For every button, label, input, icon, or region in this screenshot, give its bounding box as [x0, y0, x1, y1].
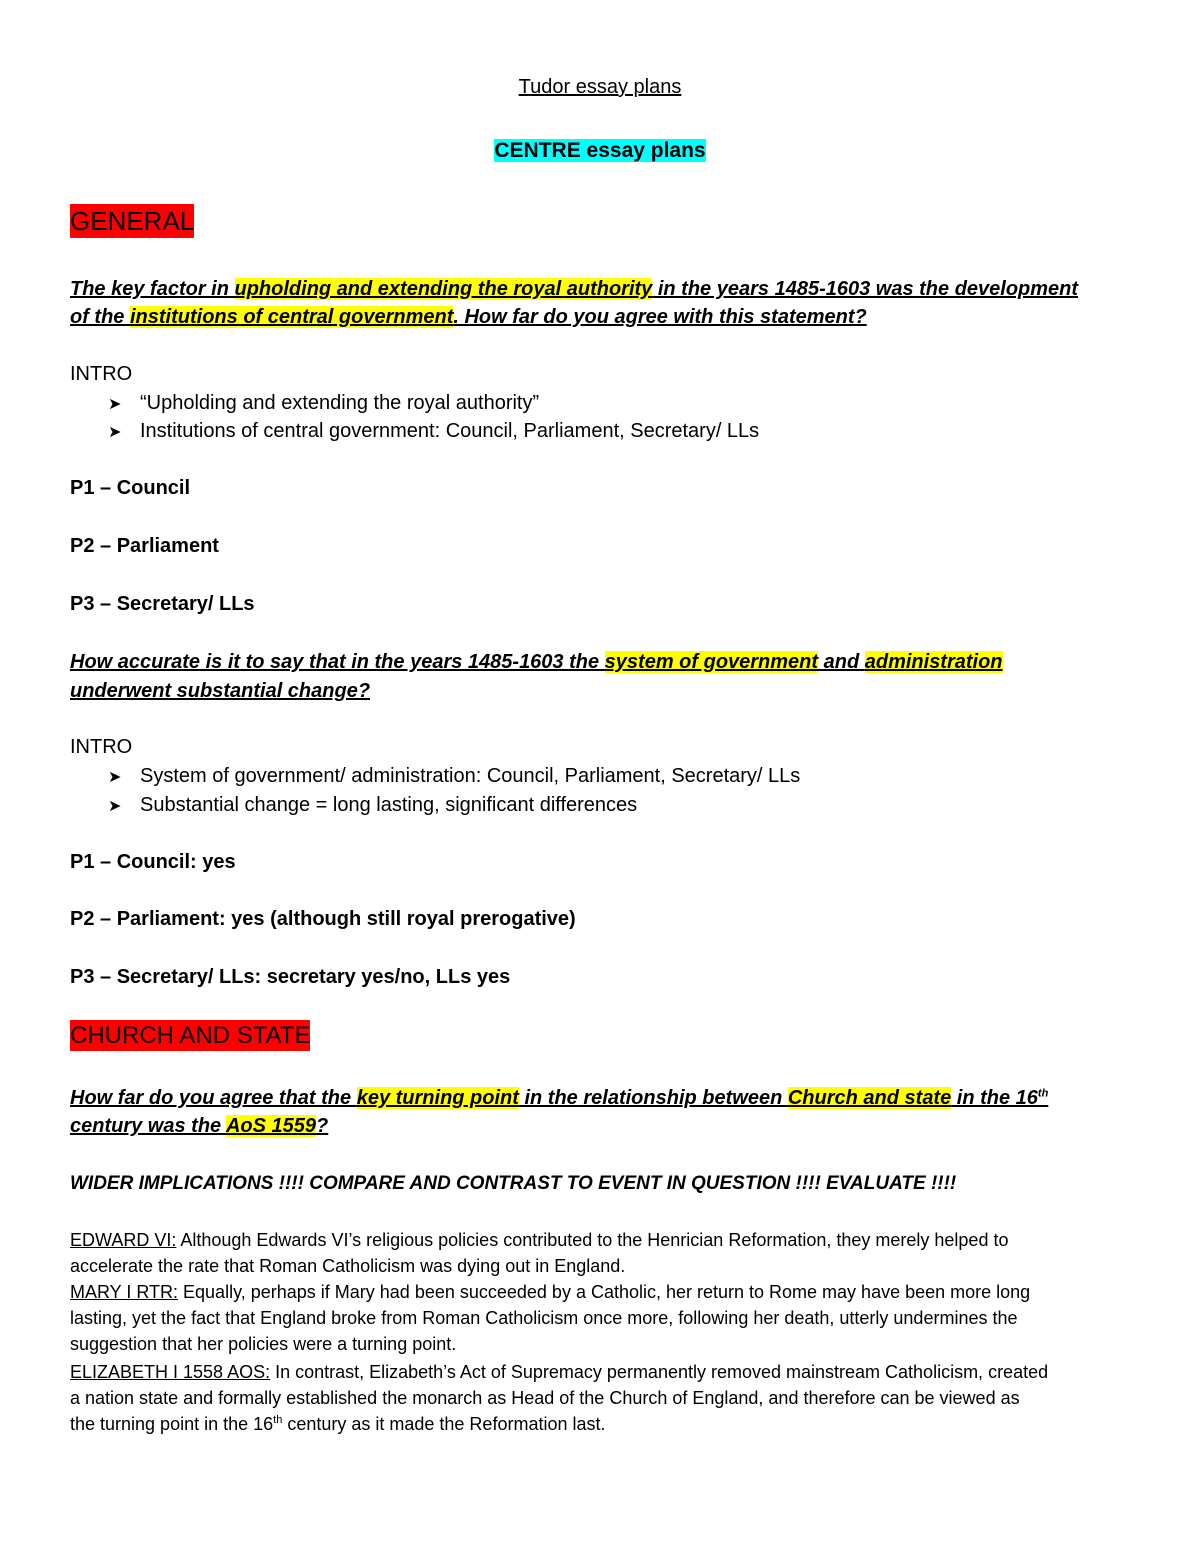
- mary-label: MARY I RTR:: [70, 1282, 179, 1302]
- elizabeth-text: century as it made the Reformation last.: [282, 1414, 606, 1434]
- section-header: [0, 138, 1200, 164]
- q3-text: century was the: [70, 1115, 226, 1137]
- q2-point-1: P1 – Council: yes: [70, 851, 236, 873]
- q1-text: in the years 1485-1603 was the development: [652, 278, 1079, 300]
- q1-text: The key factor in: [70, 278, 235, 300]
- q1-highlight: institutions of central government: [130, 306, 454, 328]
- mary-text: Equally, perhaps if Mary had been succeeded by a Catholic, her return to Rome may have been more long: [178, 1282, 1031, 1302]
- elizabeth-label: ELIZABETH I 1558 AOS:: [70, 1362, 271, 1382]
- q1-highlight: upholding and extending the royal authority: [234, 278, 653, 300]
- intro-label: INTRO: [70, 363, 133, 385]
- elizabeth-line-1: [70, 1359, 1048, 1385]
- question-1-line-1: [70, 276, 1078, 302]
- intro-label: INTRO: [70, 736, 133, 758]
- q3-highlight: key turning point: [356, 1087, 519, 1109]
- q1-bullet: [108, 390, 539, 418]
- question-2-line-2: underwent substantial change?: [70, 680, 371, 702]
- elizabeth-superscript: th: [273, 1414, 283, 1426]
- question-3-line-1: [70, 1085, 1048, 1111]
- edward-label: EDWARD VI:: [70, 1230, 177, 1250]
- wider-implications: WIDER IMPLICATIONS !!!! COMPARE AND CONTRAST TO EVENT IN QUESTION !!!! EVALUATE !!!!: [70, 1173, 957, 1194]
- q2-text: How accurate is it to say that in the years 1485-1603 the: [70, 651, 605, 673]
- q2-point-2: P2 – Parliament: yes (although still royal prerogative): [70, 908, 576, 930]
- edward-text: Although Edwards VI’s religious policies contributed to the Henrician Reformation, they merely helped to: [176, 1230, 1009, 1250]
- mary-line-1: [70, 1279, 1030, 1305]
- q2-highlight: administration: [864, 651, 1003, 673]
- q1-text: . How far do you agree with this statement?: [453, 306, 867, 328]
- question-3-line-2: [70, 1113, 328, 1139]
- q3-highlight: Church and state: [787, 1087, 952, 1109]
- q1-bullet: [108, 418, 759, 446]
- document-title: [0, 74, 1200, 100]
- mary-line-2: lasting, yet the fact that England broke from Roman Catholicism once more, following her death, utterly undermines the: [70, 1308, 1018, 1328]
- arrow-bullet-icon: ➤: [108, 424, 122, 441]
- edward-line-2: accelerate the rate that Roman Catholicism was dying out in England.: [70, 1256, 626, 1276]
- q1-bullet-text: Institutions of central government: Council, Parliament, Secretary/ LLs: [140, 420, 760, 442]
- document-title-text: Tudor essay plans: [518, 76, 682, 98]
- church-heading: [70, 1020, 310, 1052]
- section-header-text: CENTRE essay plans: [494, 139, 706, 162]
- q2-bullet: [108, 763, 800, 791]
- question-1-line-2: [70, 304, 867, 330]
- q3-text: How far do you agree that the: [70, 1087, 357, 1109]
- general-heading: [70, 204, 194, 238]
- q1-bullet-text: “Upholding and extending the royal authority”: [140, 392, 540, 414]
- q3-text: ?: [316, 1115, 329, 1137]
- elizabeth-text: In contrast, Elizabeth’s Act of Supremacy permanently removed mainstream Catholicism, created: [270, 1362, 1049, 1382]
- edward-line-1: [70, 1227, 1008, 1253]
- q2-text: and: [818, 651, 865, 673]
- q1-point-3: P3 – Secretary/ LLs: [70, 593, 255, 615]
- q3-text: in the relationship between: [518, 1087, 788, 1109]
- church-heading-text: CHURCH AND STATE: [70, 1022, 311, 1049]
- general-heading-text: GENERAL: [70, 206, 195, 236]
- q2-bullet-text: System of government/ administration: Council, Parliament, Secretary/ LLs: [140, 765, 801, 787]
- elizabeth-line-2: a nation state and formally established the monarch as Head of the Church of England, and therefore can be viewed as: [70, 1388, 1020, 1408]
- q1-text: of the: [70, 306, 130, 328]
- elizabeth-line-3: [70, 1411, 606, 1437]
- q3-superscript: th: [1037, 1087, 1049, 1100]
- q2-highlight: system of government: [604, 651, 819, 673]
- q1-point-2: P2 – Parliament: [70, 535, 219, 557]
- elizabeth-text: the turning point in the 16: [70, 1414, 274, 1434]
- q2-bullet: [108, 792, 637, 820]
- mary-line-3: suggestion that her policies were a turning point.: [70, 1334, 457, 1354]
- arrow-bullet-icon: ➤: [108, 798, 122, 815]
- question-2-line-1: [70, 649, 1003, 675]
- arrow-bullet-icon: ➤: [108, 396, 122, 413]
- q2-bullet-text: Substantial change = long lasting, significant differences: [140, 794, 638, 816]
- q2-point-3: P3 – Secretary/ LLs: secretary yes/no, LLs yes: [70, 966, 511, 988]
- q1-point-1: P1 – Council: [70, 477, 191, 499]
- arrow-bullet-icon: ➤: [108, 769, 122, 786]
- q3-text: in the 16: [951, 1087, 1038, 1109]
- q3-highlight: AoS 1559: [225, 1115, 317, 1137]
